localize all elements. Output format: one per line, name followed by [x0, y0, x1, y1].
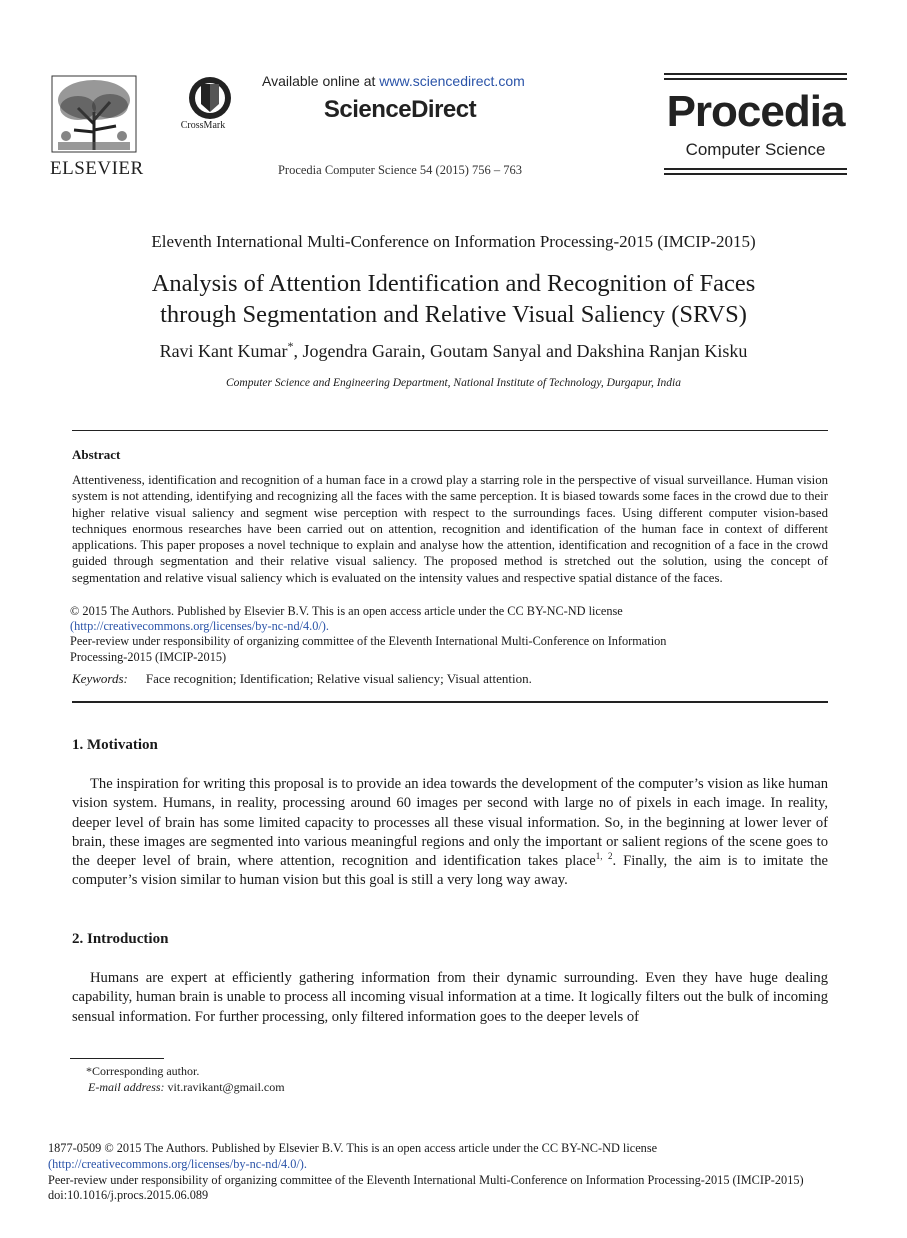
email-label: E-mail address: — [88, 1080, 165, 1094]
motivation-text: The inspiration for writing this proposal is to provide an idea towards the development of the computer’s vision as like human vision system. Humans, in reality, processing around 60 images per second with large no of pixels in each image. In reality, deeper level of brain has some limited capacity to processes all these visual information. So, in the beginning at lower lever of brain, these images are segmented into various meaningful regions and only the important or salient regions of the scene goes to the deeper level of brain, where attention, recognition and identification takes place — [72, 776, 828, 870]
footer-peer-review: Peer-review under responsibility of organizing committee of the Eleventh International Multi-Conference on Information Processing-2015 (IMCIP-2015) — [48, 1172, 804, 1187]
citation-refs[interactable]: 1, 2 — [595, 851, 613, 862]
elsevier-tree-icon — [48, 72, 140, 156]
section-heading-introduction: 2. Introduction — [72, 931, 169, 947]
title-line-1: Analysis of Attention Identification and Recognition of Faces — [151, 270, 756, 297]
footnote-rule — [70, 1058, 164, 1059]
keywords-list: Face recognition; Identification; Relative visual saliency; Visual attention. — [145, 671, 532, 686]
journal-logo — [664, 73, 847, 175]
keywords-label: Keywords: — [72, 671, 128, 686]
author-list — [60, 341, 847, 362]
journal-logo-subtitle: Computer Science — [685, 140, 826, 159]
footer-doi[interactable]: doi:10.1016/j.procs.2015.06.089 — [48, 1188, 209, 1203]
platform-name: ScienceDirect — [323, 96, 477, 123]
logo-rule-bottom — [664, 168, 847, 170]
title-line-2: through Segmentation and Relative Visual Saliency (SRVS) — [160, 301, 747, 328]
journal-logo-title: Procedia — [666, 87, 845, 136]
crossmark-icon — [187, 76, 233, 120]
corresponding-author: Ravi Kant Kumar — [159, 341, 288, 361]
motivation-paragraph — [72, 775, 828, 891]
logo-rule-bottom-2 — [664, 173, 847, 175]
logo-rule-top-2 — [664, 78, 847, 80]
license-block — [70, 604, 770, 665]
corresponding-mark: * — [287, 339, 294, 353]
peer-review-line-2: Processing-2015 (IMCIP-2015) — [70, 649, 227, 664]
abstract-heading: Abstract — [72, 447, 121, 462]
availability-line — [262, 73, 562, 89]
conference-name: Eleventh International Multi-Conference on Information Processing-2015 (IMCIP-2015) — [151, 232, 756, 251]
crossmark-logo[interactable] — [170, 76, 240, 136]
introduction-paragraph: Humans are expert at efficiently gathering information from their dynamic surrounding. Even they have huge dealing capability, human brain is unable to process all incoming visual information at a time. It logically filters out the bulk of incoming sensual information. For further processing, only filtered information goes to the deeper levels of — [72, 970, 828, 1025]
footer-copyright: 1877-0509 © 2015 The Authors. Published by Elsevier B.V. This is an open access article under the CC BY-NC-ND license — [48, 1141, 658, 1155]
license-line: © 2015 The Authors. Published by Elsevier B.V. This is an open access article under the CC BY-NC-ND license — [70, 604, 623, 618]
footnote-email — [88, 1080, 285, 1095]
sciencedirect-link[interactable]: www.sciencedirect.com — [379, 73, 525, 89]
elsevier-logo — [48, 72, 148, 182]
abstract-rule-bottom — [72, 701, 828, 703]
crossmark-label: CrossMark — [180, 120, 226, 131]
abstract-rule-top — [72, 430, 828, 431]
page-footer — [48, 1141, 868, 1204]
affiliation: Computer Science and Engineering Department, National Institute of Technology, Durgapur, India — [226, 377, 681, 389]
publisher-name: ELSEVIER — [50, 158, 144, 179]
footer-license-link[interactable]: (http://creativecommons.org/licenses/by-nc-nd/4.0/). — [48, 1156, 307, 1171]
email-address[interactable]: vit.ravikant@gmail.com — [164, 1080, 285, 1094]
keywords-line — [72, 671, 828, 687]
section-heading-motivation: 1. Motivation — [72, 737, 158, 753]
logo-rule-top — [664, 73, 847, 75]
license-link[interactable]: (http://creativecommons.org/licenses/by-nc-nd/4.0/). — [70, 619, 329, 634]
paper-title — [60, 268, 847, 330]
available-prefix: Available online at — [262, 73, 380, 89]
journal-citation: Procedia Computer Science 54 (2015) 756 – 763 — [277, 163, 523, 177]
peer-review-line-1: Peer-review under responsibility of organizing committee of the Eleventh International Multi-Conference on Information — [70, 634, 667, 649]
motivation-text-end: . Finally, the aim is to imitate the computer’s vision similar to human vision but this goal is still a very long way away. — [72, 853, 828, 889]
footnote-corresponding: *Corresponding author. — [86, 1064, 200, 1078]
abstract-text: Attentiveness, identification and recognition of a human face in a crowd play a starring role in the perspective of visual surveillance. Human vision system is not attending, identifying and recognizing all the faces with the same perception. It is biased towards some faces in the crowd due to their higher relative visual saliency and segment wise perception with respect to the surroundings faces. Using different computer vision-based techniques enormous researches have been carried out on attention, recognition and identification of the human face in context of different applications. This paper proposes a novel technique to explain and analyse how the attention, identification and recognition of a face in the crowd guided through segmentation and their relative visual saliency. The proposed method is stretched out the solution, using the concept of segmentation and relative visual saliency which is evaluated on the intensity values and respective spatial distance of the faces. — [72, 473, 828, 585]
co-authors: , Jogendra Garain, Goutam Sanyal and Dakshina Ranjan Kisku — [293, 341, 748, 361]
